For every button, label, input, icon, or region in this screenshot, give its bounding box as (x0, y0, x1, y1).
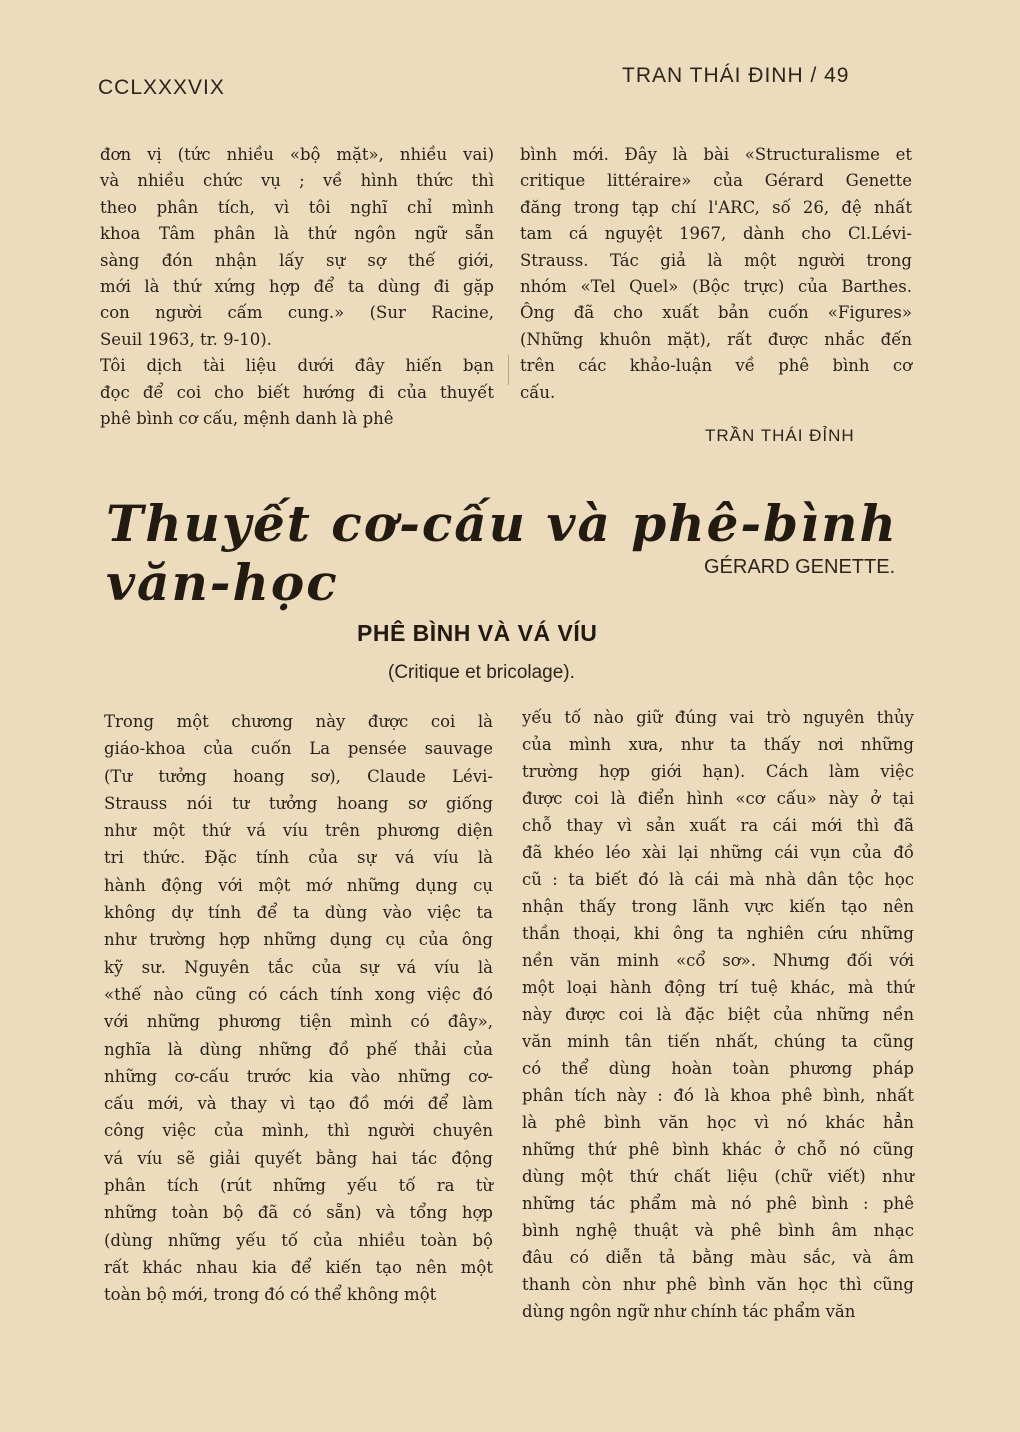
text-line: những cơ-cấu trước kia vào những cơ- (104, 1066, 493, 1086)
text-line: những toàn bộ đã có sẵn) và tổng hợp (104, 1203, 493, 1223)
text-line: hành động với một mớ những dụng cụ (104, 875, 493, 895)
text-line: cấu. (520, 382, 556, 402)
section-subtitle: (Critique et bricolage). (388, 662, 575, 683)
text-line: Seuil 1963, tr. 9-10). (100, 329, 272, 349)
text-line: bình mới. Đây là bài «Structuralisme et (520, 145, 912, 164)
text-line: nhận thấy trong lãnh vực kiến tạo nên (522, 897, 914, 916)
text-line: mới là thứ xứng hợp để ta dùng đi gặp (100, 277, 494, 297)
text-line: tri thức. Đặc tính của sự vá víu là (104, 848, 493, 868)
text-line: những tác phẩm mà nó phê bình : phê (522, 1194, 914, 1213)
text-line: Ông đã cho xuất bản cuốn «Figures» (520, 303, 912, 323)
text-line: (dùng những yếu tố của nhiều toàn bộ (104, 1230, 493, 1250)
text-line: đã khéo léo xài lại những cái vụn của đồ (522, 843, 914, 862)
text-line: Strauss nói tư tưởng hoang sơ giống (104, 793, 493, 813)
text-line: phân tích (rút những yếu tố ra từ (104, 1176, 493, 1196)
text-line: một loại hành động trí tuệ khác, mà thứ (522, 978, 914, 997)
translator-signature: TRẦN THÁI ĐỈNH (705, 426, 855, 445)
page-header-left: CCLXXXVIX (98, 76, 225, 99)
text-line: của mình xưa, như ta thấy nơi những (522, 735, 914, 754)
text-line: có thể dùng hoàn toàn phương pháp (522, 1059, 914, 1078)
article-author: GÉRARD GENETTE. (704, 556, 896, 578)
text-line: cấu mới, và thay vì tạo đồ mới để làm (104, 1094, 493, 1114)
text-line: đọc để coi cho biết hướng đi của thuyết (100, 382, 494, 402)
text-line: vá víu sẽ giải quyết bằng hai tác động (104, 1148, 493, 1168)
text-line: bình nghệ thuật và phê bình âm nhạc (522, 1221, 914, 1240)
text-line: theo phân tích, vì tôi nghĩ chỉ mình (100, 197, 494, 217)
text-line: trường hợp giới hạn). Cách làm việc (522, 762, 914, 781)
text-line: không dự tính để ta dùng vào việc ta (104, 903, 493, 923)
text-line: giáo-khoa của cuốn La pensée sauvage (104, 739, 493, 759)
article-title: Thuyết cơ-cấu và phê-bình văn-học (106, 494, 898, 612)
text-line: chỗ thay vì sản xuất ra cái mới thì đã (522, 816, 914, 835)
body-right-column (522, 704, 914, 1325)
text-line: này được coi là đặc biệt của những nền (522, 1005, 914, 1024)
text-line: dùng một thứ chất liệu (chữ viết) như (522, 1167, 914, 1186)
text-line: nền văn minh «cổ sơ». Nhưng đối với (522, 951, 914, 970)
text-line: là phê bình văn học vì nó khác hẳn (522, 1113, 914, 1132)
text-line: «thế nào cũng có cách tính xong việc đó (104, 984, 493, 1004)
text-line: với những phương tiện mình có đây», (104, 1012, 493, 1032)
text-line: kỹ sư. Nguyên tắc của sự vá víu là (104, 957, 493, 977)
section-title: PHÊ BÌNH VÀ VÁ VÍU (357, 620, 598, 646)
text-line: Trong một chương này được coi là (104, 712, 493, 731)
column-divider-mark (508, 355, 509, 385)
text-line: phê bình cơ cấu, mệnh danh là phê (100, 409, 394, 429)
text-line: đâu có diễn tả bằng màu sắc, và âm (522, 1248, 914, 1267)
body-left-column (104, 708, 493, 1309)
text-line: nghĩa là dùng những đồ phế thải của (104, 1039, 493, 1059)
page-header-right: TRAN THÁI ĐINH / 49 (622, 64, 850, 87)
text-line: (Những khuôn mặt), rất được nhắc đến (520, 329, 912, 349)
text-line: đơn vị (tức nhiều «bộ mặt», nhiều vai) (100, 145, 494, 164)
text-line: khoa Tâm phân là thứ ngôn ngữ sẵn (100, 224, 494, 244)
text-line: công việc của mình, thì người chuyên (104, 1121, 493, 1141)
intro-right-column (520, 142, 912, 406)
intro-left-column (100, 142, 494, 432)
text-line: toàn bộ mới, trong đó có thể không một (104, 1285, 437, 1305)
text-line: Strauss. Tác giả là một người trong (520, 250, 912, 270)
text-line: dùng ngôn ngữ như chính tác phẩm văn (522, 1302, 856, 1321)
text-line: trên các khảo-luận về phê bình cơ (520, 356, 912, 376)
text-line: nhóm «Tel Quel» (Bộc trực) của Barthes. (520, 277, 912, 297)
text-line: phân tích này : đó là khoa phê bình, nhất (522, 1086, 914, 1105)
text-line: thanh còn như phê bình văn học thì cũng (522, 1275, 914, 1294)
text-line: con người cấm cung.» (Sur Racine, (100, 303, 494, 323)
text-line: như trường hợp những dụng cụ của ông (104, 930, 493, 950)
text-line: thần thoại, khi ông ta nghiên cứu những (522, 924, 914, 943)
text-line: văn minh tân tiến nhất, chúng ta cũng (522, 1032, 914, 1051)
text-line: rất khác nhau kia để kiến tạo nên một (104, 1257, 493, 1277)
text-line: (Tư tưởng hoang sơ), Claude Lévi- (104, 766, 493, 786)
text-line: yếu tố nào giữ đúng vai trò nguyên thủy (522, 708, 914, 727)
text-line: cũ : ta biết đó là cái mà nhà dân tộc học (522, 870, 914, 889)
text-line: critique littéraire» của Gérard Genette (520, 171, 912, 191)
text-line: tam cá nguyệt 1967, dành cho Cl.Lévi- (520, 224, 912, 244)
text-line: đăng trong tạp chí l'ARC, số 26, đệ nhất (520, 197, 912, 217)
text-line: như một thứ vá víu trên phương diện (104, 821, 493, 841)
text-line: và nhiều chức vụ ; về hình thức thì (100, 171, 494, 191)
text-line: những thứ phê bình khác ở chỗ nó cũng (522, 1140, 914, 1159)
text-line: được coi là điển hình «cơ cấu» này ở tại (522, 789, 914, 808)
text-line: sàng đón nhận lấy sự sợ thế giới, (100, 250, 494, 270)
text-line: Tôi dịch tài liệu dưới đây hiến bạn (100, 356, 494, 376)
